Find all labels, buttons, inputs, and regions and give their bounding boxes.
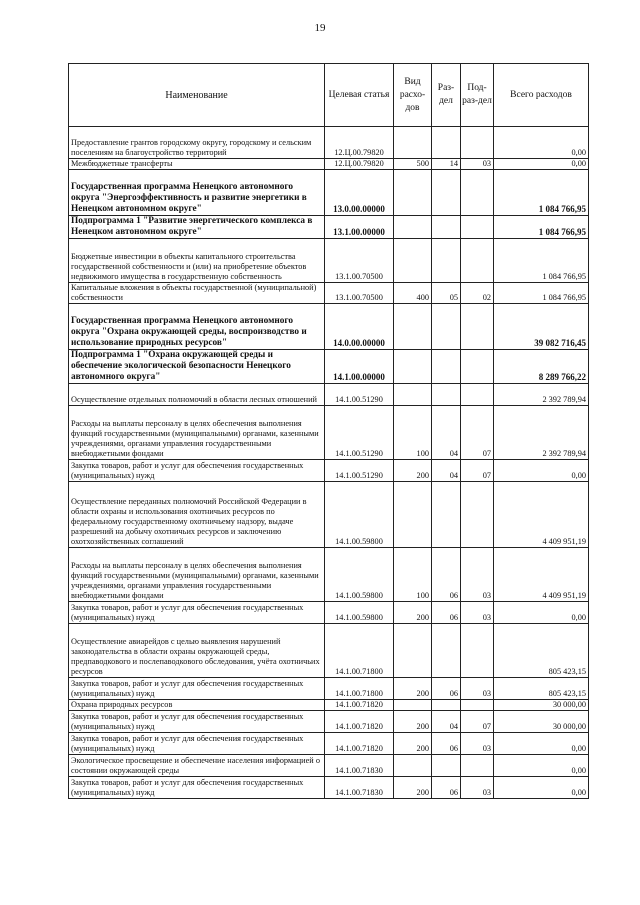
row-vid [394,127,432,159]
header-code: Целевая статья [325,64,394,127]
row-code: 14.1.00.71830 [325,755,394,777]
row-podrazdel: 07 [461,406,494,460]
table-row [69,678,589,700]
row-name: Расходы на выплаты персоналу в целях обеспечения выполнения функций государственными (муниципальными) органами, казенными учреждениями, органами управления государственными внебюджетными фондами [69,548,325,602]
table-header-row [69,64,589,127]
row-vid: 200 [394,460,432,482]
row-code: 13.1.00.70500 [325,239,394,283]
row-name: Осуществление переданных полномочий Российской Федерации в области охраны и использования охотничьих ресурсов по федеральному государственному охотничьему надзору, выдаче разрешений на добычу охотничьих ресурсов и заключению охотхозяйственных соглашений [69,482,325,548]
table-row [69,624,589,678]
row-code: 14.1.00.59800 [325,602,394,624]
table-row [69,711,589,733]
row-podrazdel: 03 [461,777,494,799]
row-razdel: 14 [432,159,461,170]
row-total: 0,00 [494,127,589,159]
table-row [69,216,589,239]
row-code: 13.1.00.70500 [325,283,394,304]
row-vid: 200 [394,777,432,799]
row-code: 13.1.00.00000 [325,216,394,239]
table-row [69,733,589,755]
row-razdel: 05 [432,283,461,304]
row-podrazdel: 07 [461,460,494,482]
table-row [69,602,589,624]
row-name: Подпрограмма 1 "Развитие энергетического комплекса в Ненецком автономном округе" [69,216,325,239]
row-vid: 200 [394,678,432,700]
table-row [69,127,589,159]
row-podrazdel [461,755,494,777]
row-name: Закупка товаров, работ и услуг для обеспечения государственных (муниципальных) нужд [69,460,325,482]
row-total: 805 423,15 [494,624,589,678]
row-vid [394,624,432,678]
budget-table [68,63,589,799]
row-podrazdel: 07 [461,711,494,733]
row-vid [394,755,432,777]
row-code: 14.1.00.51290 [325,406,394,460]
row-podrazdel [461,482,494,548]
row-razdel: 06 [432,602,461,624]
row-total: 0,00 [494,777,589,799]
row-name: Государственная программа Ненецкого автономного округа "Охрана окружающей среды, воспроизводство и использование природных ресурсов" [69,304,325,350]
row-razdel [432,350,461,384]
table-row [69,283,589,304]
row-name: Осуществление отдельных полномочий в области лесных отношений [69,384,325,406]
row-total: 0,00 [494,733,589,755]
row-podrazdel [461,170,494,216]
row-name: Осуществление авиарейдов с целью выявления нарушений законодательства в области охраны окружающей среды, предпаводкового и послепаводкового обследования, учёта охотничьих ресурсов [69,624,325,678]
row-code: 14.1.00.71800 [325,678,394,700]
row-podrazdel [461,350,494,384]
row-podrazdel: 03 [461,733,494,755]
table-row [69,700,589,711]
header-name: Наименование [69,64,325,127]
row-razdel [432,384,461,406]
row-total: 30 000,00 [494,711,589,733]
row-total: 1 084 766,95 [494,170,589,216]
row-vid: 100 [394,406,432,460]
row-podrazdel: 03 [461,678,494,700]
row-podrazdel: 03 [461,602,494,624]
row-podrazdel [461,239,494,283]
row-total: 1 084 766,95 [494,216,589,239]
row-code: 13.0.00.00000 [325,170,394,216]
row-vid [394,384,432,406]
row-vid: 200 [394,602,432,624]
row-podrazdel: 03 [461,548,494,602]
row-total: 39 082 716,45 [494,304,589,350]
header-total: Всего расходов [494,64,589,127]
header-vid: Вид расхо-дов [394,64,432,127]
row-code: 14.1.00.59800 [325,548,394,602]
row-name: Подпрограмма 1 "Охрана окружающей среды и обеспечение экологической безопасности Ненецкого автономного округа" [69,350,325,384]
row-podrazdel [461,700,494,711]
row-vid [394,304,432,350]
table-row [69,304,589,350]
row-vid [394,239,432,283]
row-name: Капитальные вложения в объекты государственной (муниципальной) собственности [69,283,325,304]
row-code: 14.1.00.71830 [325,777,394,799]
row-podrazdel [461,127,494,159]
row-total: 805 423,15 [494,678,589,700]
row-vid [394,170,432,216]
row-total: 4 409 951,19 [494,482,589,548]
row-vid: 200 [394,733,432,755]
row-total: 2 392 789,94 [494,384,589,406]
row-razdel: 06 [432,733,461,755]
row-razdel [432,170,461,216]
row-total: 0,00 [494,755,589,777]
row-vid [394,482,432,548]
row-total: 0,00 [494,602,589,624]
row-razdel [432,624,461,678]
row-total: 30 000,00 [494,700,589,711]
row-name: Закупка товаров, работ и услуг для обеспечения государственных (муниципальных) нужд [69,711,325,733]
row-code: 12.Ц.00.79820 [325,127,394,159]
table-row [69,384,589,406]
row-total: 2 392 789,94 [494,406,589,460]
table-row [69,350,589,384]
table-row [69,239,589,283]
row-code: 14.1.00.51290 [325,384,394,406]
row-name: Предоставление грантов городскому округу, городскому и сельским поселениям на благоустройство территорий [69,127,325,159]
table-row [69,460,589,482]
row-total: 1 084 766,95 [494,283,589,304]
row-razdel: 06 [432,548,461,602]
row-code: 14.1.00.71800 [325,624,394,678]
row-code: 14.1.00.00000 [325,350,394,384]
row-total: 0,00 [494,159,589,170]
row-total: 8 289 766,22 [494,350,589,384]
row-name: Охрана природных ресурсов [69,700,325,711]
row-razdel: 06 [432,777,461,799]
row-podrazdel: 03 [461,159,494,170]
row-razdel [432,755,461,777]
row-razdel [432,304,461,350]
table-row [69,159,589,170]
row-razdel [432,127,461,159]
row-podrazdel [461,624,494,678]
table-row [69,482,589,548]
row-name: Государственная программа Ненецкого автономного округа "Энергоэффективность и развитие энергетики в Ненецком автономном округе" [69,170,325,216]
row-code: 14.0.00.00000 [325,304,394,350]
row-razdel [432,482,461,548]
table-body [69,127,589,799]
row-vid [394,216,432,239]
row-code: 14.1.00.71820 [325,711,394,733]
row-total: 1 084 766,95 [494,239,589,283]
row-podrazdel [461,384,494,406]
row-name: Межбюджетные трансферты [69,159,325,170]
row-total: 4 409 951,19 [494,548,589,602]
row-code: 14.1.00.51290 [325,460,394,482]
row-total: 0,00 [494,460,589,482]
row-razdel: 06 [432,678,461,700]
row-name: Закупка товаров, работ и услуг для обеспечения государственных (муниципальных) нужд [69,733,325,755]
row-vid [394,700,432,711]
row-name: Расходы на выплаты персоналу в целях обеспечения выполнения функций государственными (муниципальными) органами, казенными учреждениями, органами управления государственными внебюджетными фондами [69,406,325,460]
row-vid: 100 [394,548,432,602]
table-row [69,170,589,216]
page-number: 19 [314,22,326,34]
row-vid: 200 [394,711,432,733]
row-name: Закупка товаров, работ и услуг для обеспечения государственных (муниципальных) нужд [69,678,325,700]
table-row [69,777,589,799]
row-razdel: 04 [432,460,461,482]
header-razdel: Раз-дел [432,64,461,127]
row-code: 14.1.00.71820 [325,700,394,711]
row-razdel [432,700,461,711]
row-podrazdel [461,304,494,350]
row-name: Закупка товаров, работ и услуг для обеспечения государственных (муниципальных) нужд [69,777,325,799]
header-podrazdel: Под-раз-дел [461,64,494,127]
row-razdel [432,216,461,239]
row-code: 14.1.00.59800 [325,482,394,548]
row-podrazdel: 02 [461,283,494,304]
table-row [69,406,589,460]
row-vid: 400 [394,283,432,304]
row-vid [394,350,432,384]
row-name: Закупка товаров, работ и услуг для обеспечения государственных (муниципальных) нужд [69,602,325,624]
table-row [69,755,589,777]
row-razdel: 04 [432,711,461,733]
row-razdel: 04 [432,406,461,460]
row-name: Экологическое просвещение и обеспечение населения информацией о состоянии окружающей среды [69,755,325,777]
table-row [69,548,589,602]
row-name: Бюджетные инвестиции в объекты капитального строительства государственной собственности и (или) на приобретение объектов недвижимого имущества в государственную собственность [69,239,325,283]
row-code: 14.1.00.71820 [325,733,394,755]
row-code: 12.Ц.00.79820 [325,159,394,170]
row-vid: 500 [394,159,432,170]
row-podrazdel [461,216,494,239]
row-razdel [432,239,461,283]
